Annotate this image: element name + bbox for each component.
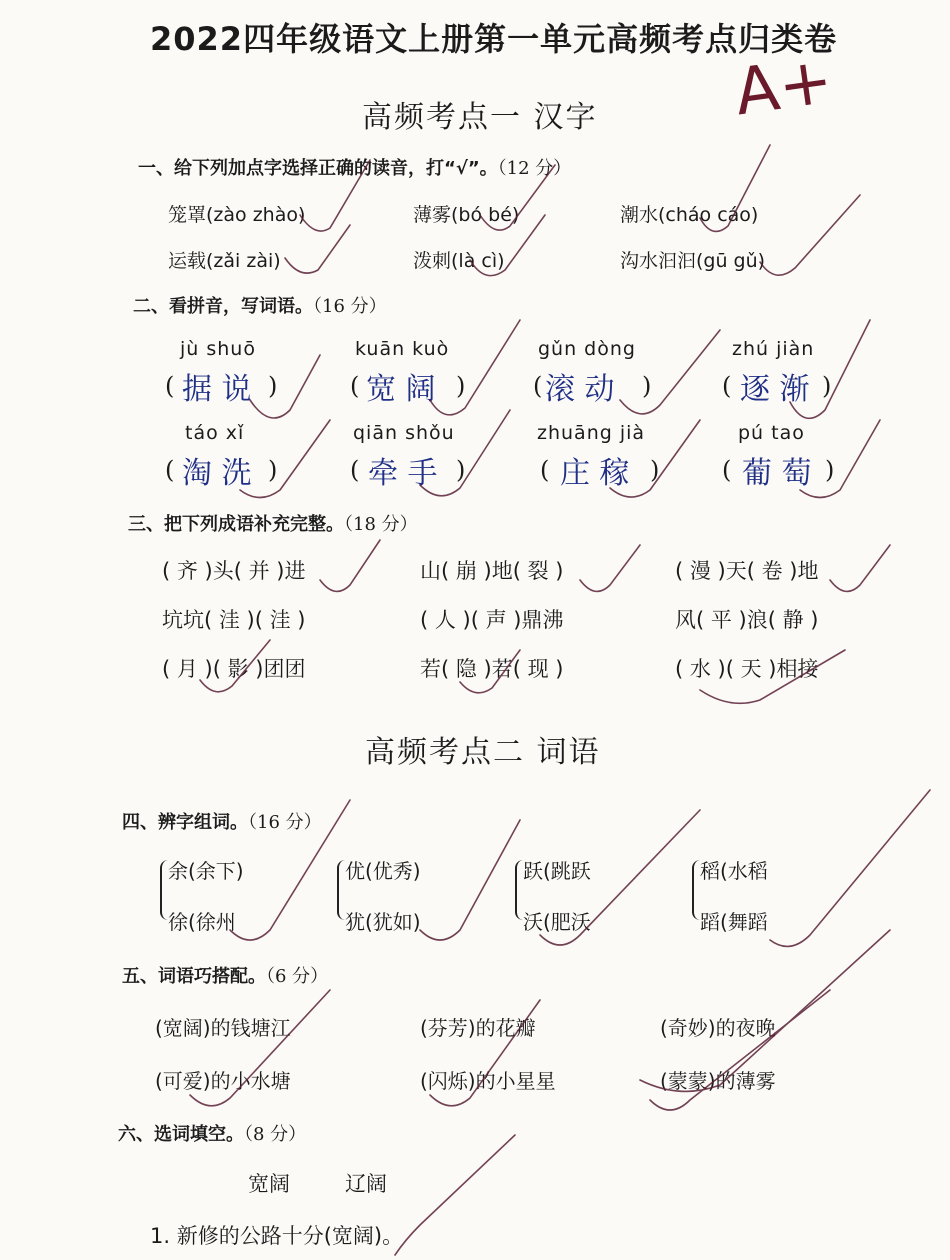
question-6-heading: [118, 1120, 306, 1146]
check-mark: [285, 225, 350, 273]
word-choice: 宽阔: [248, 1172, 290, 1196]
match-item: (闪烁)的小星星: [420, 1069, 556, 1093]
check-mark: [580, 545, 640, 591]
idiom-item: ( 齐 )头( 并 )进: [162, 559, 306, 583]
pinyin-label: pú tao: [738, 422, 805, 444]
paren-open: (: [350, 372, 360, 400]
paren-close: ): [456, 372, 466, 400]
pinyin-label: gǔn dòng: [538, 338, 636, 360]
section-heading-1: 高频考点一 汉字: [362, 100, 598, 135]
paren-close: ): [642, 372, 652, 400]
grade-mark: A+: [730, 43, 838, 131]
question-5-heading: [122, 962, 328, 988]
idiom-item: ( 月 )( 影 )团团: [162, 657, 306, 681]
sentence-1: 1. 新修的公路十分(宽阔)。: [150, 1224, 404, 1248]
question-6-text: 六、选词填空。: [118, 1124, 244, 1145]
match-item: (奇妙)的夜晚: [660, 1016, 776, 1040]
match-item: (蒙蒙)的薄雾: [660, 1069, 776, 1093]
word-group-item: 徐(徐州: [168, 910, 236, 934]
paren-open: (: [165, 456, 175, 484]
idiom-item: 山( 崩 )地( 裂 ): [420, 559, 564, 583]
paren-open: (: [533, 372, 543, 400]
check-mark: [800, 420, 880, 498]
handwritten-answer: 滚 动: [545, 372, 615, 407]
idiom-item: 坑坑( 洼 )( 洼 ): [162, 608, 306, 632]
question-2-text: 二、看拼音，写词语。: [133, 296, 313, 317]
idiom-item: ( 漫 )天( 卷 )地: [675, 559, 819, 583]
question-3-heading: [128, 510, 418, 536]
q1-item: 笼罩(zào zhào): [168, 204, 306, 226]
word-choice: 辽阔: [345, 1172, 387, 1196]
handwritten-answer: 牵 手: [368, 456, 438, 491]
paren-close: ): [268, 456, 278, 484]
paren-close: ): [825, 456, 835, 484]
question-1-heading: [138, 154, 571, 180]
idiom-item: ( 人 )( 声 )鼎沸: [420, 608, 564, 632]
pinyin-label: qiān shǒu: [353, 422, 455, 444]
word-group-item: 余(余下): [168, 859, 244, 883]
q1-item: 运载(zǎi zài): [168, 250, 281, 272]
check-mark: [760, 195, 860, 275]
check-mark: [395, 1135, 515, 1255]
idiom-item: 若( 隐 )若( 现 ): [420, 657, 564, 681]
pinyin-label: zhuāng jià: [537, 422, 646, 444]
question-2-heading: [133, 292, 387, 318]
q1-item: 泼刺(là cì): [413, 250, 505, 272]
word-group-item: 跃(跳跃: [523, 859, 591, 883]
question-4-heading: [122, 808, 322, 834]
question-6-points: （8 分）: [244, 1124, 307, 1145]
handwritten-answer: 逐 渐: [740, 372, 810, 407]
question-2-points: （16 分）: [313, 296, 387, 317]
pinyin-label: jù shuō: [180, 338, 256, 360]
check-mark: [320, 540, 380, 591]
paren-open: (: [165, 372, 175, 400]
q1-item: 沟水汩汩(gū gǔ): [620, 250, 766, 272]
word-group-item: 蹈(舞蹈: [700, 910, 768, 934]
q1-item: 薄雾(bó bé): [413, 204, 520, 226]
handwritten-answer: 淘 洗: [182, 456, 252, 491]
question-1-points: （12 分）: [497, 158, 572, 179]
section-heading-2: 高频考点二 词语: [365, 735, 601, 770]
check-mark: [770, 790, 930, 946]
paren-open: (: [722, 372, 732, 400]
handwritten-answer: 宽 阔: [366, 372, 436, 407]
word-group-item: 优(优秀): [345, 859, 421, 883]
word-group-item: 沃(肥沃: [523, 910, 591, 934]
check-mark: [250, 355, 320, 418]
question-5-points: （6 分）: [266, 966, 329, 987]
pinyin-label: kuān kuò: [355, 338, 450, 360]
handwritten-answer: 据 说: [182, 372, 252, 407]
idiom-item: 风( 平 )浪( 静 ): [675, 608, 819, 632]
check-mark: [420, 820, 520, 940]
paren-open: (: [350, 456, 360, 484]
word-group-item: 稻(水稻: [700, 859, 768, 883]
match-item: (芬芳)的花瓣: [420, 1016, 536, 1040]
page-title: 2022四年级语文上册第一单元高频考点归类卷: [150, 20, 838, 58]
question-1-text: 一、给下列加点字选择正确的读音，打“√”。: [138, 158, 498, 179]
handwritten-answer: 葡 萄: [742, 456, 812, 491]
paren-close: ): [268, 372, 278, 400]
check-mark: [240, 420, 330, 498]
question-5-text: 五、词语巧搭配。: [122, 966, 266, 987]
check-mark: [430, 320, 520, 415]
question-3-text: 三、把下列成语补充完整。: [128, 514, 344, 535]
idiom-item: ( 水 )( 天 )相接: [675, 657, 819, 681]
paren-open: (: [722, 456, 732, 484]
paren-open: (: [540, 456, 550, 484]
paren-close: ): [456, 456, 466, 484]
match-item: (可爱)的小水塘: [155, 1069, 291, 1093]
word-group-item: 犹(犹如): [345, 910, 421, 934]
paren-close: ): [822, 372, 832, 400]
match-item: (宽阔)的钱塘江: [155, 1016, 291, 1040]
question-3-points: （18 分）: [344, 514, 418, 535]
check-mark: [830, 545, 890, 591]
handwritten-answer: 庄 稼: [560, 456, 630, 491]
paren-close: ): [650, 456, 660, 484]
pinyin-label: táo xǐ: [185, 422, 245, 444]
question-4-text: 四、辨字组词。: [122, 812, 248, 833]
q1-item: 潮水(cháo cáo): [620, 204, 759, 226]
question-4-points: （16 分）: [248, 812, 322, 833]
pinyin-label: zhú jiàn: [732, 338, 815, 360]
